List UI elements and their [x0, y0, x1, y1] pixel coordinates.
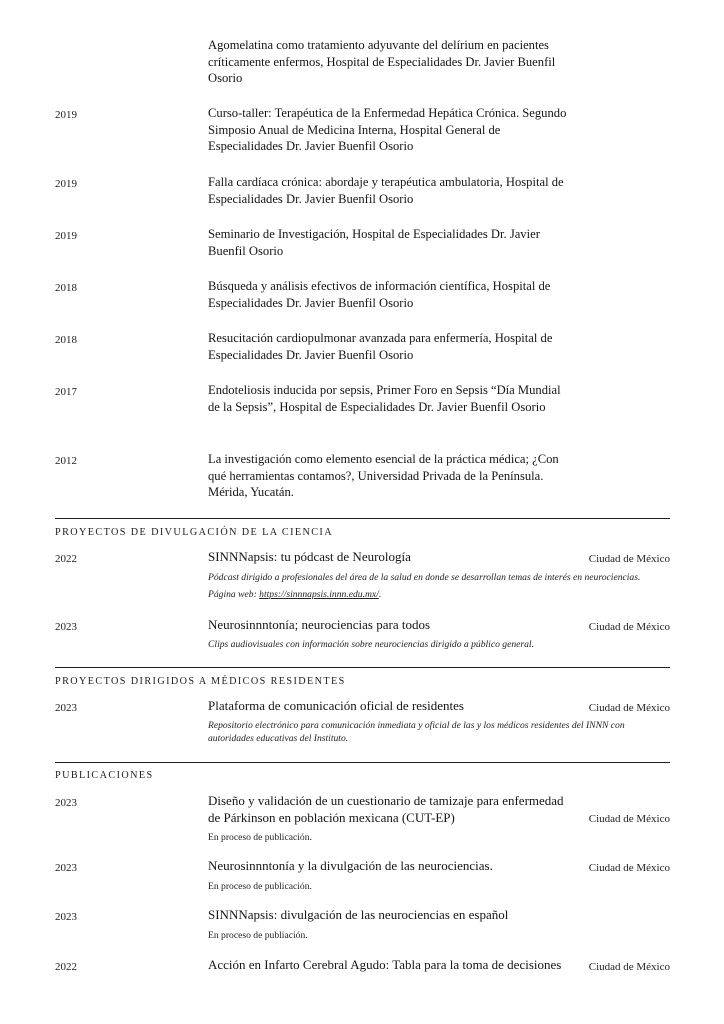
publication-title: Diseño y validación de un cuestionario de tamizaje para enfermedad de Párkinson en población mexicana (CUT-EP)	[208, 793, 564, 825]
course-year: 2019	[55, 230, 77, 242]
publication-year: 2023	[55, 797, 77, 809]
section-title: PROYECTOS DIRIGIDOS A MÉDICOS RESIDENTES	[55, 676, 346, 687]
course-year: 2018	[55, 282, 77, 294]
section-divider	[55, 762, 670, 763]
publication-status: En proceso de publicación.	[208, 881, 312, 892]
project-city: Ciudad de México	[588, 553, 670, 565]
course-title: Agomelatina como tratamiento adyuvante del delírium en pacientes críticamente enfermos, Hospital de Especialidades Dr. Javier Buenfil Osorio	[208, 38, 556, 85]
course-year: 2019	[55, 109, 77, 121]
website-suffix: .	[378, 589, 382, 600]
publication-year: 2023	[55, 862, 77, 874]
section-divider	[55, 518, 670, 519]
course-title: Resucitación cardiopulmonar avanzada para enfermería, Hospital de Especialidades Dr. Javier Buenfil Osorio	[208, 331, 553, 362]
publication-title: Neurosinnntonía y la divulgación de las neurociencias.	[208, 858, 493, 873]
project-city: Ciudad de México	[588, 621, 670, 633]
course-year: 2012	[55, 455, 77, 467]
course-title: Endoteliosis inducida por sepsis, Primer Foro en Sepsis “Día Mundial de la Sepsis”, Hospital de Especialidades Dr. Javier Buenfil Osorio	[208, 383, 561, 414]
project-description: Pódcast dirigido a profesionales del área de la salud en donde se desarrollan temas de interés en neurociencias.	[208, 572, 641, 583]
course-title: Curso-taller: Terapéutica de la Enfermedad Hepática Crónica. Segundo Simposio Anual de Medicina Interna, Hospital General de Especialidades Dr. Javier Buenfil Osorio	[208, 106, 567, 153]
section-title: PROYECTOS DE DIVULGACIÓN DE LA CIENCIA	[55, 527, 333, 538]
project-title: SINNNapsis: tu pódcast de Neurología	[208, 549, 411, 564]
publication-title: SINNNapsis: divulgación de las neurociencias en español	[208, 907, 509, 922]
section-title: PUBLICACIONES	[55, 770, 154, 781]
course-title: Falla cardíaca crónica: abordaje y terapéutica ambulatoria, Hospital de Especialidades Dr. Javier Buenfil Osorio	[208, 175, 564, 206]
course-year: 2018	[55, 334, 77, 346]
website-label: Página web:	[208, 589, 260, 600]
project-title: Neurosinnntonía; neurociencias para todos	[208, 617, 431, 632]
publication-city: Ciudad de México	[588, 862, 670, 874]
publication-city: Ciudad de México	[588, 961, 670, 973]
course-year: 2017	[55, 386, 77, 398]
course-title: La investigación como elemento esencial de la práctica médica; ¿Con qué herramientas contamos?, Universidad Privada de la Península. Mérida, Yucatán.	[208, 452, 559, 499]
publication-status: En proceso de publicación.	[208, 832, 312, 843]
project-description: Repositorio electrónico para comunicación inmediata y oficial de las y los médicos residentes del INNN con autoridades educativas del Instituto.	[208, 720, 625, 744]
website-link[interactable]: https://sinnnapsis.innn.edu.mx/	[259, 589, 379, 600]
project-year: 2023	[55, 621, 77, 633]
course-title: Búsqueda y análisis efectivos de información científica, Hospital de Especialidades Dr. Javier Buenfil Osorio	[208, 279, 551, 310]
project-website	[208, 588, 668, 602]
project-title: Plataforma de comunicación oficial de residentes	[208, 698, 464, 713]
project-year: 2022	[55, 553, 77, 565]
publication-status: En proceso de publiación.	[208, 930, 308, 941]
publication-city: Ciudad de México	[588, 813, 670, 825]
project-city: Ciudad de México	[588, 702, 670, 714]
section-divider	[55, 667, 670, 668]
publication-year: 2023	[55, 911, 77, 923]
course-year: 2019	[55, 178, 77, 190]
project-description: Clips audiovisuales con información sobre neurociencias dirigido a público general.	[208, 639, 534, 650]
project-year: 2023	[55, 702, 77, 714]
publication-year: 2022	[55, 961, 77, 973]
publication-title: Acción en Infarto Cerebral Agudo: Tabla para la toma de decisiones	[208, 957, 562, 972]
course-title: Seminario de Investigación, Hospital de Especialidades Dr. Javier Buenfil Osorio	[208, 227, 540, 258]
